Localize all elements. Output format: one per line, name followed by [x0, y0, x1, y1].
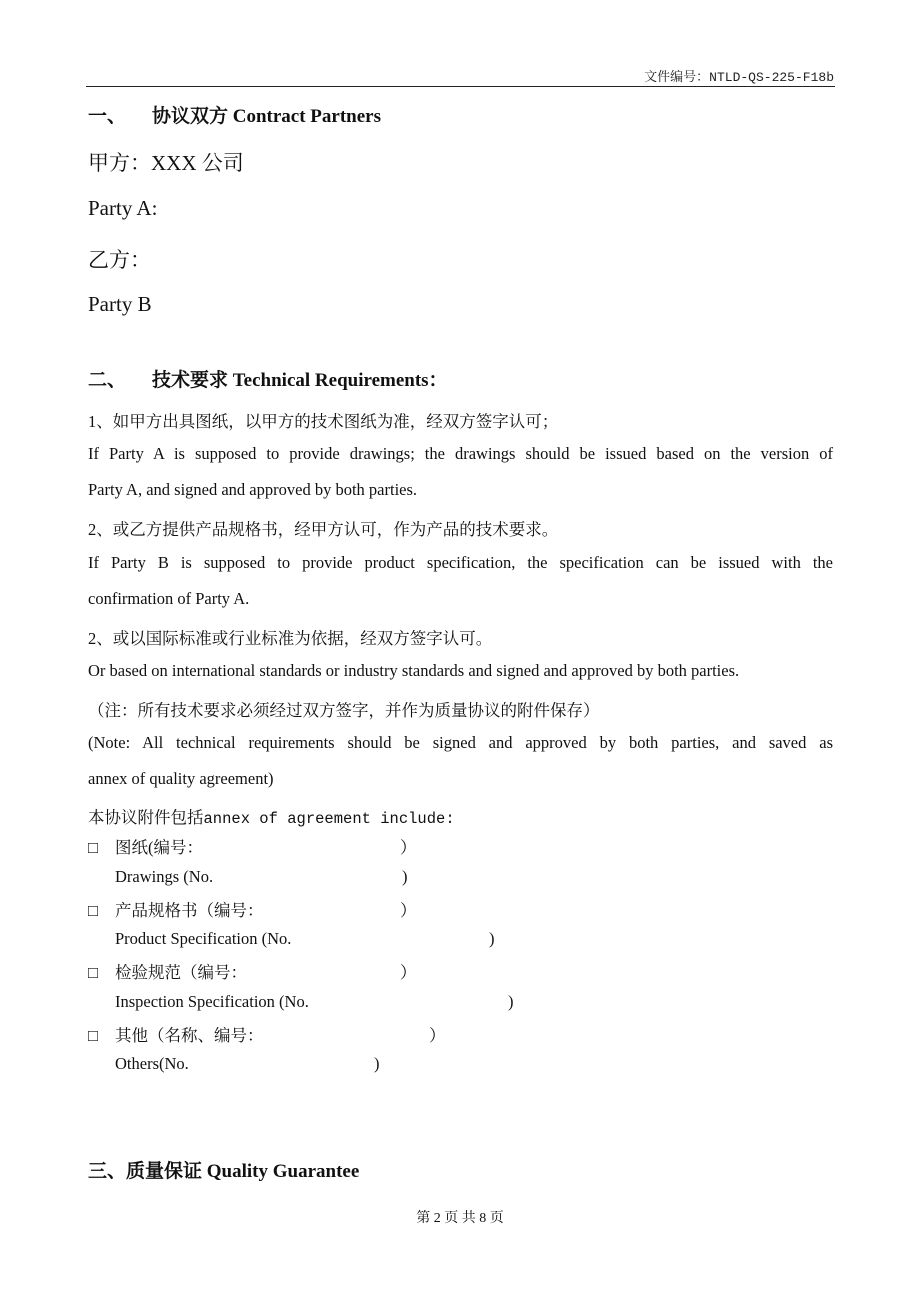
- annex-spec-checkbox[interactable]: □: [88, 901, 98, 920]
- annex-inspection-checkbox[interactable]: □: [88, 963, 98, 982]
- section2-title: 技术要求 Technical Requirements：: [152, 370, 448, 391]
- requirement-2-cn: 2、或乙方提供产品规格书，经甲方认可，作为产品的技术要求。: [88, 520, 559, 539]
- party-b-en: Party B: [88, 292, 152, 316]
- annex-intro-cn: 本协议附件包括: [88, 808, 204, 827]
- annex-inspection-cn-close: ）: [400, 963, 417, 982]
- annex-inspection-en-close: ): [508, 992, 514, 1011]
- requirement-2-en-line1: If Party B is supposed to provide product specification, the specification can be issued with the: [88, 553, 833, 572]
- annex-others-en-close: ): [374, 1054, 380, 1073]
- requirement-3-en: Or based on international standards or industry standards and signed and approved by both parties.: [88, 661, 740, 680]
- requirement-2-en-line2: confirmation of Party A.: [88, 589, 250, 608]
- note-en-line1: (Note: All technical requirements should be signed and approved by both parties, and saved as: [88, 733, 833, 752]
- annex-spec-en: Product Specification (No.: [115, 929, 292, 948]
- annex-spec-cn-close: ）: [400, 901, 417, 920]
- note-en-line2: annex of quality agreement): [88, 769, 274, 788]
- annex-others-cn-close: ）: [429, 1026, 446, 1045]
- section1-number: 一、: [88, 106, 127, 127]
- section1-heading: [88, 101, 381, 128]
- party-a-en: Party A:: [88, 196, 158, 220]
- annex-drawings-en-close: ): [402, 867, 408, 886]
- requirement-1-en-line1: If Party A is supposed to provide drawings; the drawings should be issued based on the version of: [88, 444, 833, 463]
- annex-inspection-en: Inspection Specification (No.: [115, 992, 309, 1011]
- annex-drawings-en: Drawings (No.: [115, 867, 214, 886]
- annex-drawings-label: 图纸(编号：: [115, 838, 203, 857]
- annex-others-cn: [88, 1022, 264, 1046]
- page-number: 第 2 页 共 8 页: [416, 1211, 504, 1226]
- annex-spec-label: 产品规格书（编号：: [115, 901, 264, 920]
- annex-intro: [88, 804, 455, 828]
- party-a-cn: 甲方：XXX 公司: [88, 151, 244, 175]
- document-number: 文件编号：NTLD-QS-225-F18b: [644, 70, 834, 85]
- section1-title: 协议双方 Contract Partners: [152, 106, 382, 127]
- annex-drawings-cn-close: ）: [400, 838, 417, 857]
- requirement-3-cn: 2、或以国际标准或行业标准为依据，经双方签字认可。: [88, 629, 493, 648]
- section2-heading: [88, 365, 448, 392]
- annex-intro-en: annex of agreement include:: [203, 810, 455, 828]
- header-rule: [86, 86, 835, 87]
- annex-inspection-cn: [88, 959, 247, 983]
- requirement-1-cn: 1、如甲方出具图纸，以甲方的技术图纸为准，经双方签字认可；: [88, 412, 559, 431]
- annex-drawings-cn: [88, 834, 203, 858]
- annex-inspection-label: 检验规范（编号：: [115, 963, 247, 982]
- annex-others-en: Others(No.: [115, 1054, 189, 1073]
- requirement-1-en-line2: Party A, and signed and approved by both parties.: [88, 480, 418, 499]
- party-b-cn: 乙方：: [88, 248, 151, 272]
- annex-others-checkbox[interactable]: □: [88, 1026, 98, 1045]
- annex-others-label: 其他（名称、编号：: [115, 1026, 264, 1045]
- annex-drawings-checkbox[interactable]: □: [88, 838, 98, 857]
- note-cn: （注：所有技术要求必须经过双方签字，并作为质量协议的附件保存）: [88, 701, 600, 720]
- section2-number: 二、: [88, 370, 127, 391]
- annex-spec-cn: [88, 897, 264, 921]
- annex-spec-en-close: ): [489, 929, 495, 948]
- section3-heading: 三、质量保证 Quality Guarantee: [88, 1161, 360, 1182]
